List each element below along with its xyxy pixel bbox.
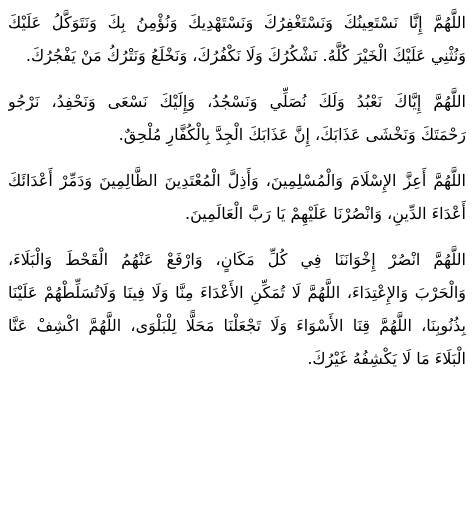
paragraph-4 <box>8 243 466 375</box>
paragraph-2 <box>8 85 466 151</box>
paragraph-1 <box>8 6 466 72</box>
paragraph-3 <box>8 164 466 230</box>
paragraph-gap <box>8 72 466 85</box>
paragraph-gap <box>8 230 466 243</box>
paragraph-gap <box>8 151 466 164</box>
text-line: اللَّهُمَّ أَعِزَّ الإِسْلَامَ وَالْمُسْلِمِينَ، وَأَذِلَّ الْمُعْتَدِينَ الظَّالِمِينَ وَدَمِّرْ أَعْدَائَكَ <box>8 171 466 190</box>
text-line: اللَّهُمَّ إِنَّا نَسْتَعِينُكَ وَنَسْتَغْفِرُكَ وَنَسْتَهْدِيكَ وَنُؤْمِنُ بِكَ وَنَتَوَكَّلُ عَلَيْكَ <box>8 13 466 32</box>
text-line: وَالْحَرْبَ وَالإِعْتِدَاءَ، اللَّهُمَّ لَا تُمَكِّنِ الأَعْدَاءَ مِنَّا وَلَا فِينَا وَلَاتُسَلِّطْهُمْ عَلَيْنَا <box>8 283 466 302</box>
text-line: رَحْمَتَكَ وَنَخْشَى عَذَابَكَ، إِنَّ عَذَابَكَ الْجِدَّ بِالْكُفَّارِ مُلْحِقٌ. <box>118 125 466 144</box>
text-line: أَعْدَاءَ الدِّينِ، وَانْصُرْنَا عَلَيْهِمْ يَا رَبَّ الْعَالَمِينَ. <box>185 204 466 223</box>
text-line: بِذُنُوبِنَا، اللَّهُمَّ قِنَا الأَسْوَاءَ وَلَا تَجْعَلْنَا مَحَلًّا لِلْبَلْوَى، اللَّهُمَّ اكْشِفْ عَنَّا <box>8 316 466 335</box>
text-line: الْبَلَاءَ مَا لَا يَكْشِفُهُ غَيْرُكَ. <box>307 349 466 368</box>
text-line: اللَّهُمَّ انْصُرْ إِخْوَانَنَا فِي كُلِّ مَكَانٍ، وَارْفَعْ عَنْهُمُ الْقَحْطَ وَالْبَلَاءَ، <box>8 250 466 269</box>
text-line: وَنُثْنِي عَلَيْكَ الْخَيْرَ كُلَّهُ. نَشْكُرُكَ وَلَا نَكْفُرُكَ، وَنَخْلَعُ وَنَتْرُكُ مَنْ يَفْجُرُكَ. <box>25 46 466 65</box>
text-line: اللَّهُمَّ إِيَّاكَ نَعْبُدُ وَلَكَ نُصَلِّي وَنَسْجُدُ، وَإِلَيْكَ نَسْعَى وَنَحْفِدُ، نَرْجُو <box>8 92 466 111</box>
